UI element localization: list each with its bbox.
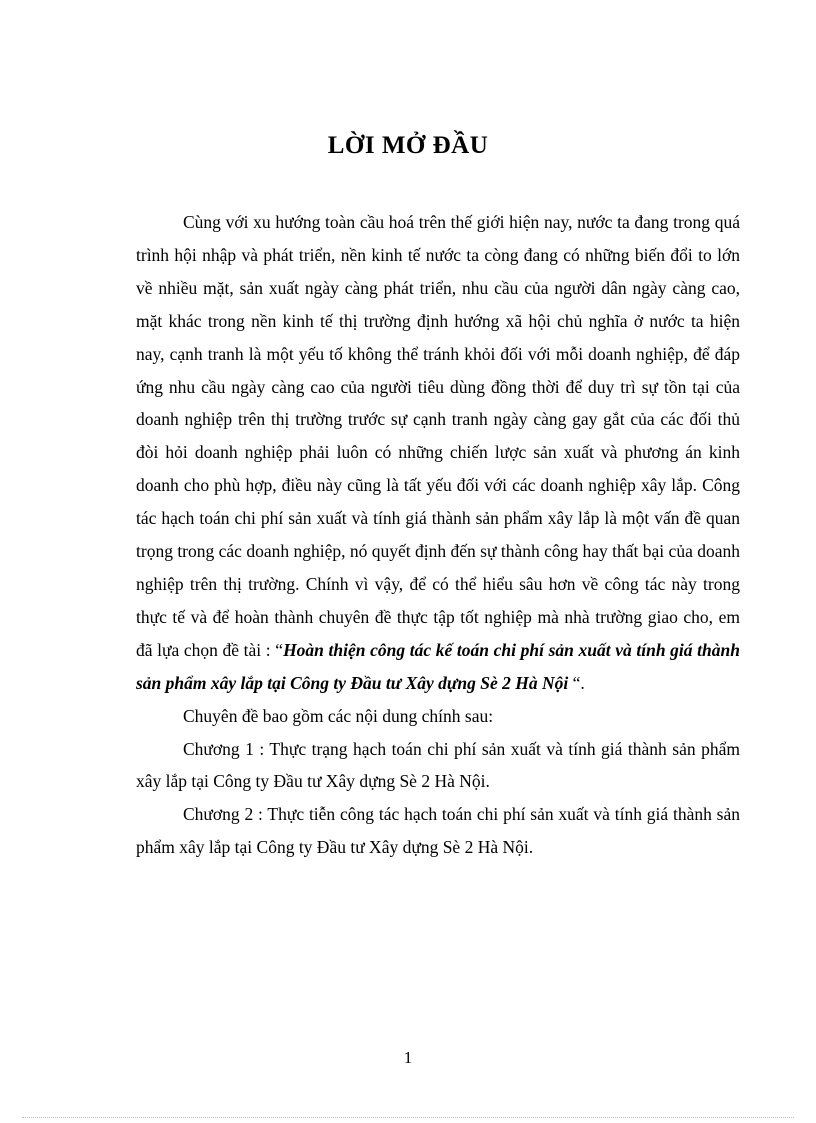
page-bottom-divider	[22, 1117, 794, 1118]
page-number: 1	[403, 1048, 413, 1067]
document-body	[136, 206, 740, 864]
page-title: LỜI MỞ ĐẦU	[327, 132, 489, 159]
intro-text: Cùng với xu hướng toàn cầu hoá trên thế giới hiện nay, nước ta đang trong quá trình hội nhập và phát triển, nền kinh tế nước ta còng đang có những biến đổi to lớn về nhiều mặt, sản xuất ngày càng phát triển, nhu cầu của người dân ngày càng cao, mặt khác trong nền kinh tế thị trường định hướng xã hội chủ nghĩa ở nước ta hiện nay, cạnh tranh là một yếu tố không thể tránh khỏi đối với mỗi doanh nghiệp, để đáp ứng nhu cầu ngày càng cao của người tiêu dùng đồng thời để duy trì sự tồn tại của doanh nghiệp trên thị trường trước sự cạnh tranh ngày càng gay gắt của các đối thủ đòi hỏi doanh nghiệp phải luôn có những chiến lược sản xuất và phương án kinh doanh cho phù hợp, điều này cũng là tất yếu đối với các doanh nghiệp xây lắp. Công tác hạch toán chi phí sản xuất và tính giá thành sản phẩm xây lắp là một vấn đề quan trọng trong các doanh nghiệp, nó quyết định đến sự thành công hay thất bại của doanh nghiệp trên thị trường. Chính vì vậy, để có thể hiểu sâu hơn về công tác này trong thực tế và để hoàn thành chuyên đề thực tập tốt nghiệp mà nhà trường giao cho, em đã lựa chọn đề tài : “	[136, 212, 740, 660]
chapter-1: Chương 1 : Thực trạng hạch toán chi phí sản xuất và tính giá thành sản phẩm xây lắp tại Công ty Đầu tư Xây dựng Sè 2 Hà Nội.	[136, 738, 740, 792]
contents-intro: Chuyên đề bao gồm các nội dung chính sau:	[183, 705, 494, 726]
thesis-topic: Hoàn thiện công tác kế toán chi phí sản xuất và tính giá thành sản phẩm xây lắp tại Công ty Đầu tư Xây dựng Sè 2 Hà Nội	[136, 639, 740, 693]
intro-paragraph	[136, 206, 740, 700]
chapter-2: Chương 2 : Thực tiễn công tác hạch toán chi phí sản xuất và tính giá thành sản phẩm xây lắp tại Công ty Đầu tư Xây dựng Sè 2 Hà Nội.	[136, 804, 740, 858]
intro-closing: “.	[568, 672, 585, 693]
